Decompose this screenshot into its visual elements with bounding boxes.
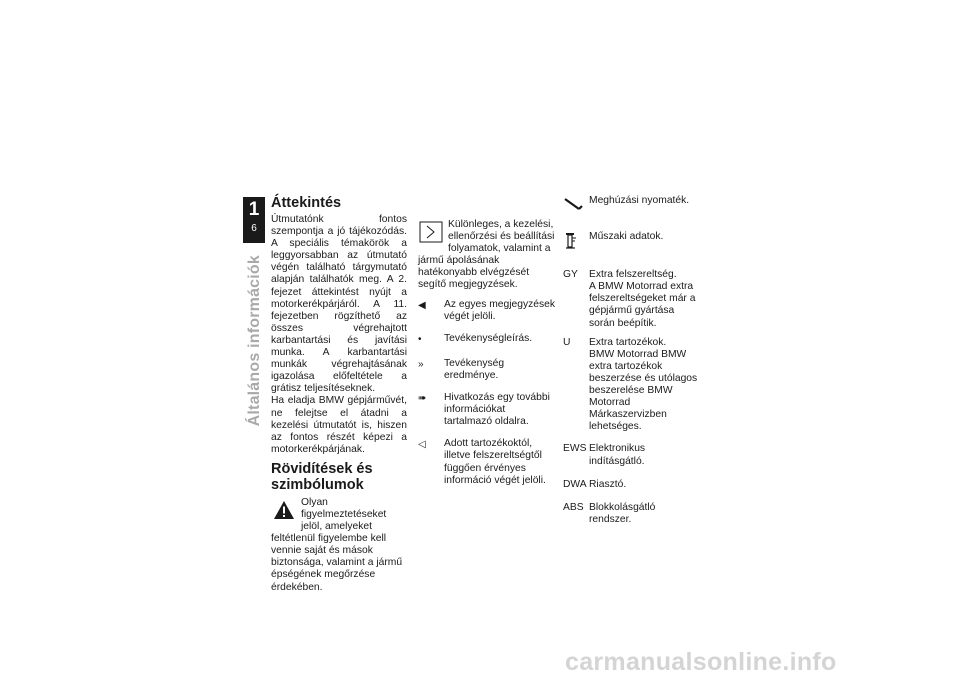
symbol-row: [418, 299, 556, 323]
abbreviation-code: DWA: [563, 478, 587, 490]
overview-heading: Áttekintés: [271, 195, 342, 211]
abbreviation-code: EWS: [563, 443, 587, 455]
abbreviation-description: A BMW Motorrad extra felszereltségeket már a gépjármű gyártása során beépítik.: [589, 281, 696, 329]
symbol-description: Adott tartozékoktól, illetve felszereltségtől függően érvényes információ végét jelöli.: [444, 438, 546, 486]
special-note: [418, 219, 556, 292]
warning-text: Olyan figyelmeztetéseket jelöl, amelyeket feltétlenül figyelembe kell vennie saját és mások biztonsága, valamint a jármű épségének megőrzése érdekében.: [271, 496, 403, 593]
symbol-row: [418, 438, 556, 486]
technical-data-icon: [563, 231, 589, 255]
icon-item-row: [563, 231, 698, 255]
abbreviation-row: [563, 269, 698, 329]
result-icon: »: [418, 358, 424, 370]
abbreviations-heading: Rövidítések és szimbólumok: [271, 460, 373, 493]
abbreviation-row: [563, 502, 698, 526]
chapter-tab: [243, 197, 265, 243]
warning-triangle-icon: [271, 497, 297, 523]
abbreviation-title: Riasztó.: [589, 478, 627, 490]
column-1: [271, 195, 407, 594]
overview-paragraph-2: Ha eladja BMW gépjárművét, ne felejtse el átadni a kezelési útmutatót is, hiszen az fontos részét képezi a motorkerékpárjának.: [271, 395, 407, 455]
chapter-title: Általános információk: [246, 255, 263, 427]
column-3: [563, 195, 698, 533]
abbreviation-title: Blokkolásgátló rendszer.: [589, 501, 656, 525]
special-note-icon: [418, 220, 444, 244]
icon-item-text: Meghúzási nyomaték.: [589, 195, 690, 206]
icon-item-row: [563, 195, 698, 217]
chapter-title-vertical: [236, 255, 274, 427]
abbreviation-title: Extra felszereltség.: [589, 269, 677, 281]
column-2: [418, 195, 556, 487]
bullet-icon: •: [418, 333, 422, 345]
symbol-description: Az egyes megjegyzések végét jelöli.: [444, 298, 556, 322]
symbol-row: [418, 392, 556, 428]
abbreviation-row: [563, 479, 698, 491]
abbreviation-description: BMW Motorrad BMW extra tartozékok beszerzése és utólagos beszerelése BMW Motorrad Márkaszervizben lehetséges.: [589, 348, 698, 433]
reference-arrow-icon: ➠: [418, 393, 427, 405]
warning-note: [271, 497, 407, 594]
symbol-description: Hivatkozás egy további információkat tartalmazó oldalra.: [444, 392, 550, 428]
symbol-row: [418, 358, 556, 382]
torque-wrench-icon: [563, 195, 589, 217]
abbreviation-row: [563, 337, 698, 434]
accessory-end-marker-icon: ◁: [418, 439, 426, 451]
chapter-number: 1: [248, 199, 260, 220]
abbreviation-code: U: [563, 336, 571, 348]
symbol-description: Tevékenységleírás.: [444, 332, 533, 344]
page-number: 6: [251, 223, 257, 234]
abbreviation-row: [563, 443, 698, 467]
overview-paragraph-1: Útmutatónk fontos szempontja a jó tájékozódás. A speciális témakörök a leggyorsabban az útmutató végén található tárgymutató alapján találhatók meg. A 2. fejezet áttekintést nyújt a motorkerékpárjáról. A 11. fejezetben rögzíthető az összes végrehajtott karbantartási és javítási munka. A karbantartási munkák végrehajtásának igazolása előfeltétele a grátisz teljesítéseknek.: [271, 214, 407, 395]
abbreviation-title: Extra tartozékok.: [589, 336, 667, 348]
special-note-text: Különleges, a kezelési, ellenőrzési és beállítási folyamatok, valamint a jármű ápolásának hatékonyabb elvégzését segítő megjegyzések.: [418, 219, 555, 291]
abbreviation-code: ABS: [563, 501, 584, 513]
abbreviation-title: Elektronikus indításgátló.: [589, 443, 646, 467]
abbreviation-code: GY: [563, 269, 578, 281]
symbol-row: [418, 333, 556, 346]
end-marker-icon: ◀: [418, 299, 426, 311]
icon-item-text: Műszaki adatok.: [589, 231, 664, 243]
symbol-description: Tevékenység eredménye.: [444, 357, 505, 381]
watermark: carmanualsonline.info: [565, 648, 837, 676]
